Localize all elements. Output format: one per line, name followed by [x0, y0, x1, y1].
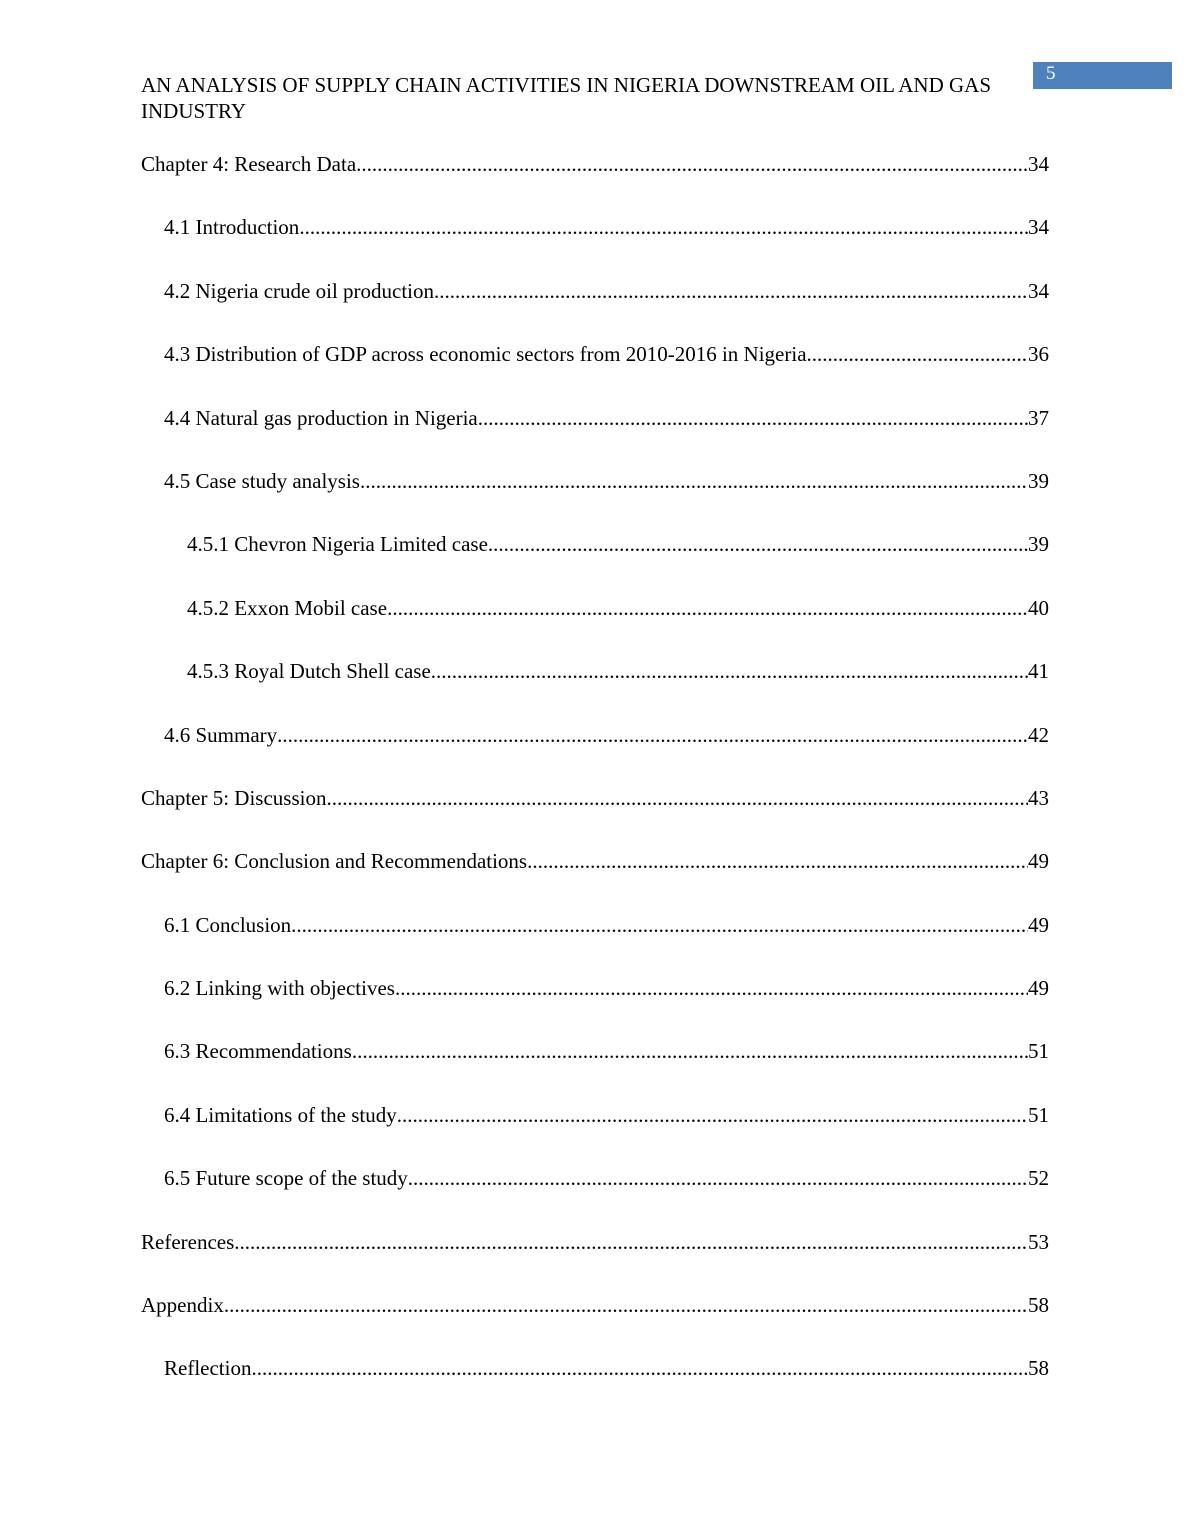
- toc-entry-page: 51: [1028, 1102, 1049, 1127]
- toc-entry-page: 36: [1028, 342, 1049, 367]
- toc-entry-title: 4.5.1 Chevron Nigeria Limited case: [187, 532, 488, 557]
- toc-entry-page: 53: [1028, 1229, 1049, 1254]
- toc-dot-leader: [224, 1292, 1028, 1318]
- toc-entry-title: 4.5.2 Exxon Mobil case: [187, 595, 388, 620]
- toc-entry[interactable]: [141, 1038, 1049, 1101]
- toc-dot-leader: [277, 722, 1028, 748]
- toc-entry[interactable]: [141, 1165, 1049, 1228]
- toc-dot-leader: [251, 1355, 1028, 1381]
- toc-entry[interactable]: [141, 1229, 1049, 1292]
- toc-entry-page: 51: [1028, 1039, 1049, 1064]
- toc-entry[interactable]: [141, 341, 1049, 404]
- toc-entry-title: 6.3 Recommendations: [164, 1039, 352, 1064]
- toc-entry-page: 40: [1028, 595, 1049, 620]
- toc-dot-leader: [431, 658, 1028, 684]
- toc-entry[interactable]: [141, 785, 1049, 848]
- toc-entry[interactable]: [141, 405, 1049, 468]
- toc-dot-leader: [478, 405, 1028, 431]
- toc-entry-title: Chapter 6: Conclusion and Recommendations: [141, 849, 528, 874]
- toc-entry-page: 58: [1028, 1293, 1049, 1318]
- toc-entry-page: 39: [1028, 468, 1049, 493]
- toc-dot-leader: [408, 1165, 1028, 1191]
- toc-entry[interactable]: [141, 1355, 1049, 1418]
- table-of-contents: [141, 151, 1049, 1419]
- toc-entry-page: 41: [1028, 659, 1049, 684]
- toc-entry-title: Appendix: [141, 1293, 224, 1318]
- toc-entry-title: 4.5 Case study analysis: [164, 468, 360, 493]
- toc-entry[interactable]: [141, 658, 1049, 721]
- toc-entry[interactable]: [141, 1102, 1049, 1165]
- toc-dot-leader: [527, 848, 1028, 874]
- toc-entry-title: 6.1 Conclusion: [164, 912, 292, 937]
- toc-entry-title: 4.2 Nigeria crude oil production: [164, 278, 435, 303]
- toc-entry[interactable]: [141, 468, 1049, 531]
- toc-dot-leader: [488, 531, 1028, 557]
- toc-dot-leader: [234, 1229, 1028, 1255]
- toc-entry-title: 4.6 Summary: [164, 722, 278, 747]
- toc-entry-title: 6.4 Limitations of the study: [164, 1102, 397, 1127]
- toc-entry-page: 34: [1028, 215, 1049, 240]
- toc-entry-page: 34: [1028, 278, 1049, 303]
- running-header-title: AN ANALYSIS OF SUPPLY CHAIN ACTIVITIES IN NIGERIA DOWNSTREAM OIL AND GAS INDUSTRY: [141, 73, 992, 123]
- toc-entry-title: 4.3 Distribution of GDP across economic sectors from 2010-2016 in Nigeria: [164, 342, 807, 367]
- toc-entry-page: 43: [1028, 785, 1049, 810]
- toc-entry-page: 42: [1028, 722, 1049, 747]
- toc-dot-leader: [356, 151, 1028, 177]
- toc-entry-title: Chapter 5: Discussion: [141, 785, 327, 810]
- toc-dot-leader: [387, 595, 1028, 621]
- toc-entry-page: 58: [1028, 1356, 1049, 1381]
- toc-entry[interactable]: [141, 595, 1049, 658]
- toc-entry-page: 39: [1028, 532, 1049, 557]
- toc-dot-leader: [360, 468, 1028, 494]
- toc-dot-leader: [395, 975, 1028, 1001]
- toc-entry-title: Reflection: [164, 1356, 252, 1381]
- toc-entry-title: 4.4 Natural gas production in Nigeria: [164, 405, 478, 430]
- toc-entry-page: 52: [1028, 1166, 1049, 1191]
- toc-dot-leader: [434, 278, 1028, 304]
- toc-dot-leader: [326, 785, 1028, 811]
- toc-entry[interactable]: [141, 278, 1049, 341]
- toc-entry[interactable]: [141, 1292, 1049, 1355]
- toc-entry-page: 37: [1028, 405, 1049, 430]
- toc-entry-title: 6.5 Future scope of the study: [164, 1166, 408, 1191]
- toc-dot-leader: [397, 1102, 1028, 1128]
- toc-entry[interactable]: [141, 151, 1049, 214]
- page-number: 5: [1046, 63, 1056, 84]
- toc-entry[interactable]: [141, 531, 1049, 594]
- toc-entry[interactable]: [141, 975, 1049, 1038]
- toc-dot-leader: [299, 214, 1028, 240]
- toc-entry-page: 34: [1028, 152, 1049, 176]
- toc-dot-leader: [352, 1038, 1028, 1064]
- toc-entry-title: References: [141, 1229, 235, 1254]
- toc-entry-page: 49: [1028, 976, 1049, 1001]
- toc-entry-page: 49: [1028, 849, 1049, 874]
- toc-entry-title: Chapter 4: Research Data: [141, 152, 357, 176]
- toc-entry-title: 6.2 Linking with objectives: [164, 976, 395, 1001]
- toc-dot-leader: [291, 912, 1028, 938]
- toc-entry[interactable]: [141, 722, 1049, 785]
- toc-entry[interactable]: [141, 214, 1049, 277]
- toc-entry-title: 4.5.3 Royal Dutch Shell case: [187, 659, 431, 684]
- toc-entry-page: 49: [1028, 912, 1049, 937]
- toc-entry-title: 4.1 Introduction: [164, 215, 300, 240]
- toc-dot-leader: [807, 341, 1028, 367]
- toc-entry[interactable]: [141, 848, 1049, 911]
- toc-entry[interactable]: [141, 912, 1049, 975]
